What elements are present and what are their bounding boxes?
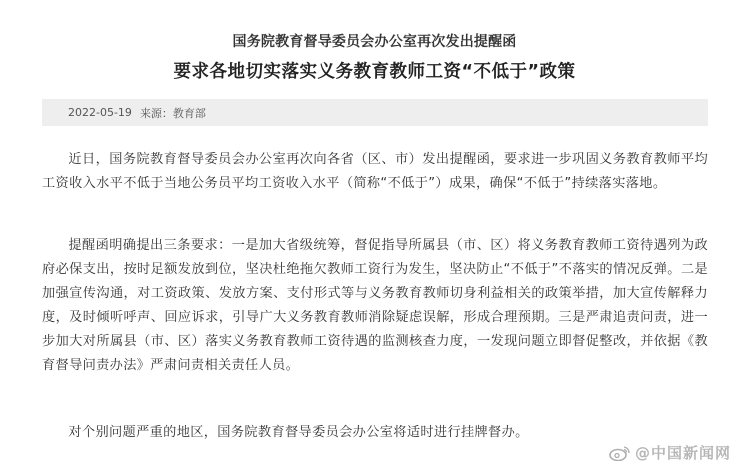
publish-date: 2022-05-19 (68, 106, 132, 119)
article-paragraph-2: 提醒函明确提出三条要求：一是加大省级统筹，督促指导所属县（市、区）将义务教育教师工资待遇列为政府必保支出，按时足额发放到位，坚决杜绝拖欠教师工资行为发生，坚决防止“不低于”不落实的情况反弹。二是加强宣传沟通，对工资政策、发放方案、支付形式等与义务教育教师切身利益相关的政策举措，加大宣传解释力度，及时倾听呼声、回应诉求，引导广大义务教育教师消除疑虑误解，形成合理预期。三是严肃追责问责，进一步加大对所属县（市、区）落实义务教育教师工资待遇的监测核查力度，一发现问题立即督促整改，并依据《教育督导问责办法》严肃问责相关责任人员。 (42, 238, 708, 373)
watermark (609, 442, 731, 463)
article-paragraph-3: 对个别问题严重的地区，国务院教育督导委员会办公室将适时进行挂牌督办。 (68, 425, 529, 440)
weibo-icon (609, 445, 631, 461)
watermark-text: @中国新闻网 (634, 444, 731, 462)
article-source: 来源：教育部 (139, 106, 206, 120)
article-paragraph-1: 近日，国务院教育督导委员会办公室再次向各省（区、市）发出提醒函，要求进一步巩固义务教育教师平均工资收入水平不低于当地公务员平均工资收入水平（简称“不低于”）成果，确保“不低于”持续落实落地。 (42, 152, 708, 191)
article-meta-bar (42, 99, 708, 126)
article-subtitle: 国务院教育督导委员会办公室再次发出提醒函 (232, 34, 517, 50)
article-title: 要求各地切实落实义务教育教师工资“不低于”政策 (173, 62, 576, 82)
